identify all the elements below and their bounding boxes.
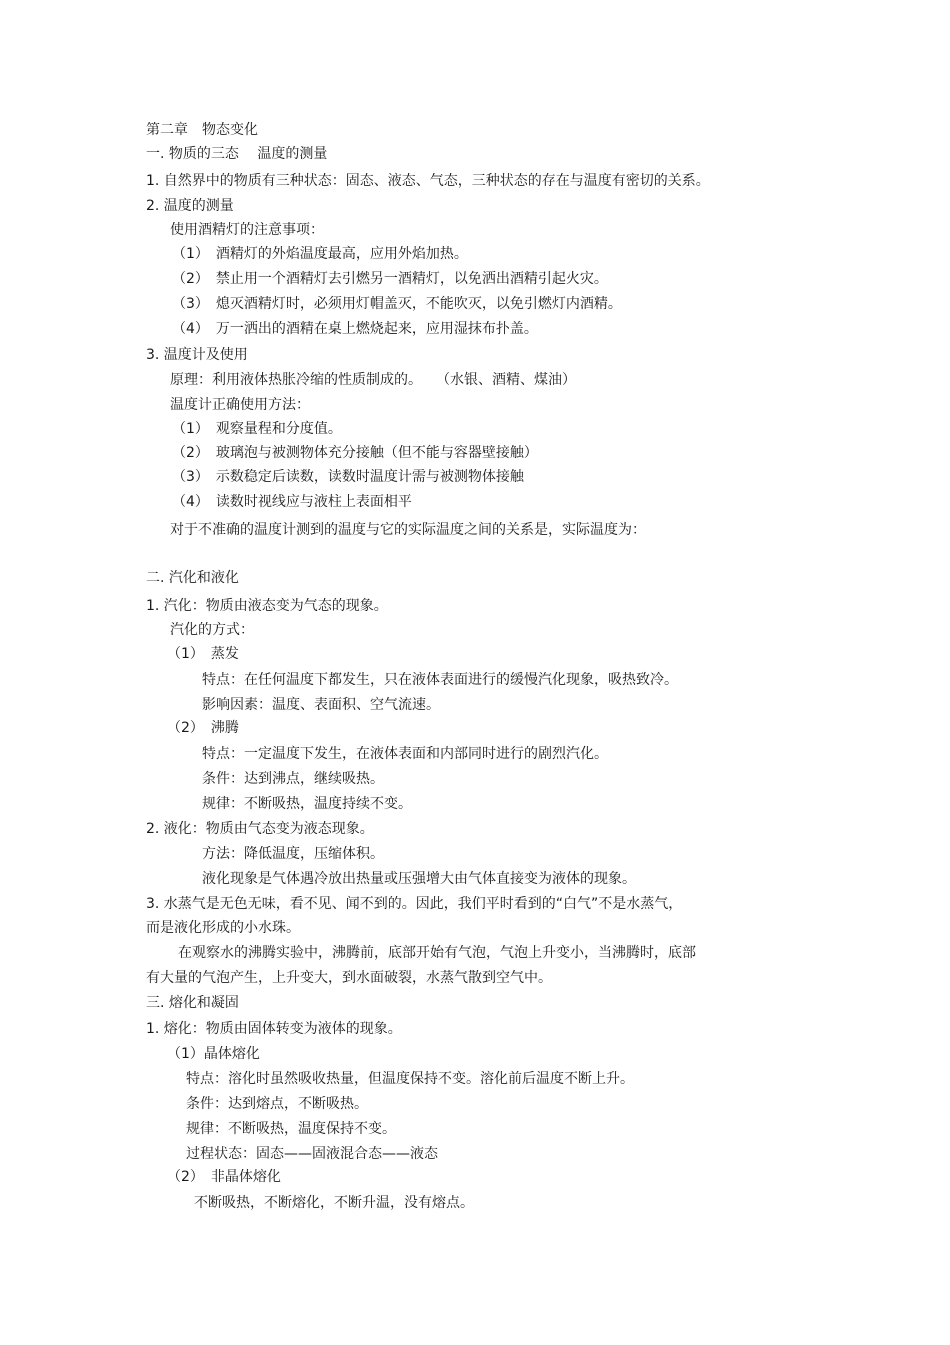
list-item: （2） 玻璃泡与被测物体充分接触（但不能与容器壁接触）: [172, 445, 538, 461]
paragraph: 规律：不断吸热，温度保持不变。: [186, 1121, 396, 1137]
paragraph: 汽化的方式：: [170, 622, 254, 638]
paragraph: 液化现象是气体遇冷放出热量或压强增大由气体直接变为液体的现象。: [202, 871, 636, 887]
section-heading-1: 一. 物质的三态 温度的测量: [146, 146, 328, 162]
list-item: （1） 观察量程和分度值。: [172, 421, 342, 437]
list-item: （1） 蒸发: [167, 646, 239, 662]
paragraph: 条件：达到沸点，继续吸热。: [202, 771, 384, 787]
paragraph: 特点：溶化时虽然吸收热量，但温度保持不变。溶化前后温度不断上升。: [186, 1071, 634, 1087]
paragraph: 特点：一定温度下发生，在液体表面和内部同时进行的剧烈汽化。: [202, 746, 608, 762]
paragraph: 条件：达到熔点，不断吸热。: [186, 1096, 368, 1112]
paragraph: 而是液化形成的小水珠。: [146, 920, 300, 936]
paragraph: 有大量的气泡产生，上升变大，到水面破裂，水蒸气散到空气中。: [146, 970, 552, 986]
list-item: （3） 熄灭酒精灯时，必须用灯帽盖灭，不能吹灭，以免引燃灯内酒精。: [172, 296, 622, 312]
item-heading: 1. 汽化：物质由液态变为气态的现象。: [146, 598, 388, 614]
section-heading-2: 二. 汽化和液化: [146, 570, 239, 586]
list-item: （3） 示数稳定后读数，读数时温度计需与被测物体接触: [172, 469, 524, 485]
chapter-title: 第二章 物态变化: [146, 122, 258, 138]
list-item: （2） 禁止用一个酒精灯去引燃另一酒精灯，以免洒出酒精引起火灾。: [172, 271, 608, 287]
paragraph: 3. 水蒸气是无色无味，看不见、闻不到的。因此，我们平时看到的“白气”不是水蒸气，: [146, 896, 683, 912]
paragraph: 特点：在任何温度下都发生，只在液体表面进行的缓慢汽化现象，吸热致冷。: [202, 672, 678, 688]
list-item: （2） 非晶体熔化: [167, 1169, 281, 1185]
list-item: （4） 读数时视线应与液柱上表面相平: [172, 494, 412, 510]
list-item: （4） 万一洒出的酒精在桌上燃烧起来，应用湿抹布扑盖。: [172, 321, 538, 337]
paragraph: 使用酒精灯的注意事项：: [170, 222, 324, 238]
paragraph: 1. 自然界中的物质有三种状态：固态、液态、气态，三种状态的存在与温度有密切的关系。: [146, 173, 710, 189]
paragraph: 不断吸热，不断熔化，不断升温，没有熔点。: [194, 1195, 474, 1211]
paragraph: 过程状态：固态——固液混合态——液态: [186, 1146, 438, 1162]
paragraph: 原理：利用液体热胀冷缩的性质制成的。 （水银、酒精、煤油）: [170, 372, 576, 388]
paragraph: 规律：不断吸热，温度持续不变。: [202, 796, 412, 812]
item-heading: 1. 熔化：物质由固体转变为液体的现象。: [146, 1021, 402, 1037]
paragraph: 对于不准确的温度计测到的温度与它的实际温度之间的关系是，实际温度为：: [170, 522, 646, 538]
paragraph: 温度计正确使用方法：: [170, 397, 310, 413]
list-item: （1） 酒精灯的外焰温度最高，应用外焰加热。: [172, 246, 468, 262]
list-item: （2） 沸腾: [167, 720, 239, 736]
list-item: （1）晶体熔化: [167, 1046, 260, 1062]
item-heading: 2. 温度的测量: [146, 198, 234, 214]
paragraph: 在观察水的沸腾实验中，沸腾前，底部开始有气泡，气泡上升变小，当沸腾时，底部: [178, 945, 696, 961]
paragraph: 方法：降低温度，压缩体积。: [202, 846, 384, 862]
item-heading: 2. 液化：物质由气态变为液态现象。: [146, 821, 374, 837]
paragraph: 影响因素：温度、表面积、空气流速。: [202, 697, 440, 713]
section-heading-3: 三. 熔化和凝固: [146, 995, 239, 1011]
item-heading: 3. 温度计及使用: [146, 347, 248, 363]
